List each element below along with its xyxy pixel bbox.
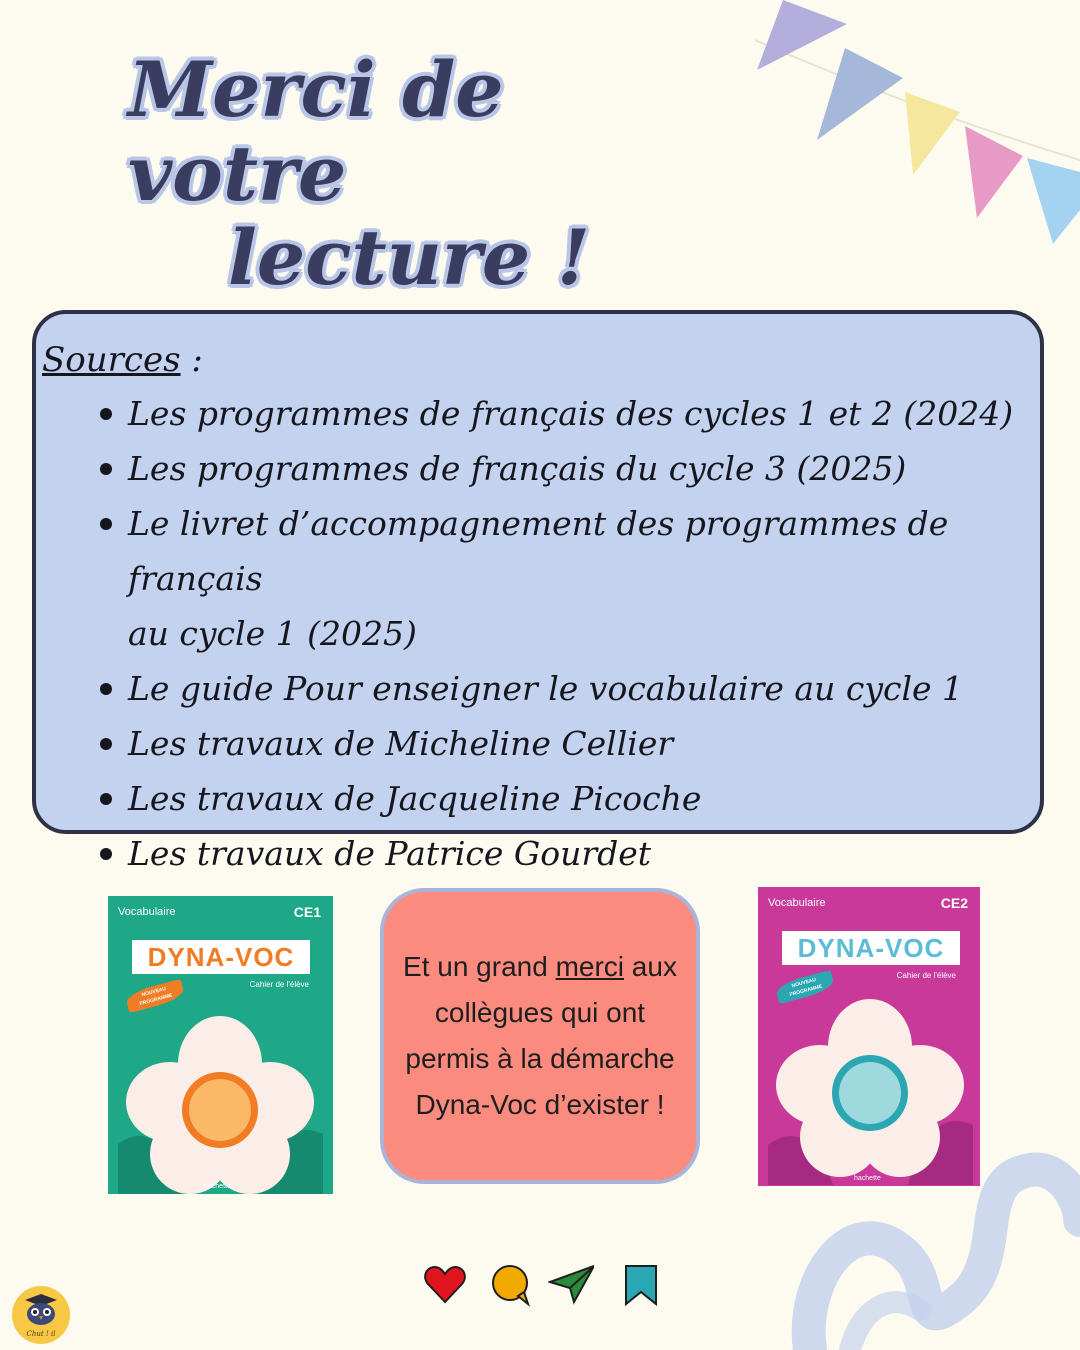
logo-text: Chut ! il	[26, 1330, 56, 1338]
list-item	[42, 771, 1014, 826]
source-text: Les programmes de français du cycle 3 (2025)	[128, 449, 907, 488]
heart-icon[interactable]	[422, 1262, 468, 1308]
cover-badge: NOUVEAU PROGRAMME	[774, 970, 835, 1004]
cover-subtitle: Cahier de l'élève	[896, 971, 956, 980]
flower-icon	[118, 1004, 323, 1194]
list-item-continuation	[42, 606, 1014, 661]
source-text: Le livret d’accompagnement des programmes de français	[128, 504, 949, 598]
bullet-icon	[100, 463, 112, 475]
thanks-rest: aux collègues qui ont permis à la démarche Dyna-Voc d’exister !	[405, 951, 677, 1120]
bullet-icon	[100, 738, 112, 750]
brand-logo	[12, 1286, 70, 1344]
cover-subject: Vocabulaire	[768, 897, 826, 909]
bullet-icon	[100, 683, 112, 695]
sources-heading-colon: :	[180, 340, 203, 380]
thanks-highlight: merci	[555, 951, 625, 982]
source-text: au cycle 1 (2025)	[128, 614, 417, 653]
title-line-2: lecture !	[228, 213, 591, 302]
bookmark-icon[interactable]	[618, 1262, 664, 1308]
send-icon[interactable]	[548, 1262, 594, 1308]
cover-publisher: hachette	[854, 1175, 881, 1182]
bullet-icon	[100, 793, 112, 805]
comment-icon[interactable]	[488, 1262, 534, 1308]
cover-subtitle: Cahier de l'élève	[249, 980, 309, 989]
action-bar	[420, 1262, 660, 1308]
list-item	[42, 716, 1014, 771]
list-item	[42, 826, 1014, 881]
thanks-box	[380, 888, 700, 1184]
cover-brand: DYNA-VOC	[132, 940, 310, 974]
thanks-message	[390, 944, 690, 1128]
list-item	[42, 496, 1014, 606]
bullet-icon	[100, 408, 112, 420]
cover-level: CE2	[940, 895, 968, 911]
owl-icon	[21, 1292, 61, 1326]
sources-heading-label: Sources	[42, 340, 181, 380]
bullet-icon	[100, 848, 112, 860]
book-cover-ce1[interactable]	[108, 896, 333, 1194]
cover-brand: DYNA-VOC	[782, 931, 960, 965]
list-item	[42, 386, 1014, 441]
bullet-icon	[100, 518, 112, 530]
swirl-decoration	[790, 1140, 1080, 1350]
source-text: Les travaux de Jacqueline Picoche	[128, 779, 702, 818]
sources-box	[32, 310, 1044, 873]
source-text: Les travaux de Micheline Cellier	[128, 724, 674, 763]
cover-subject: Vocabulaire	[118, 906, 176, 918]
source-text: Le guide Pour enseigner le vocabulaire au cycle 1	[128, 669, 964, 708]
source-text: Les travaux de Patrice Gourdet	[128, 834, 652, 873]
cover-badge: NOUVEAU PROGRAMME	[124, 979, 185, 1013]
cover-publisher: hachette	[204, 1183, 231, 1190]
source-text: Les programmes de français des cycles 1 et 2 (2024)	[128, 394, 1014, 433]
title-line-1: Merci de votre	[128, 45, 504, 218]
sources-heading	[42, 338, 1014, 382]
cover-level: CE1	[293, 904, 321, 920]
thanks-prefix: Et un grand	[403, 951, 556, 982]
sources-list	[42, 386, 1014, 881]
list-item	[42, 441, 1014, 496]
page-title	[128, 45, 748, 302]
bunting-decoration	[755, 0, 1080, 250]
list-item	[42, 661, 1014, 716]
